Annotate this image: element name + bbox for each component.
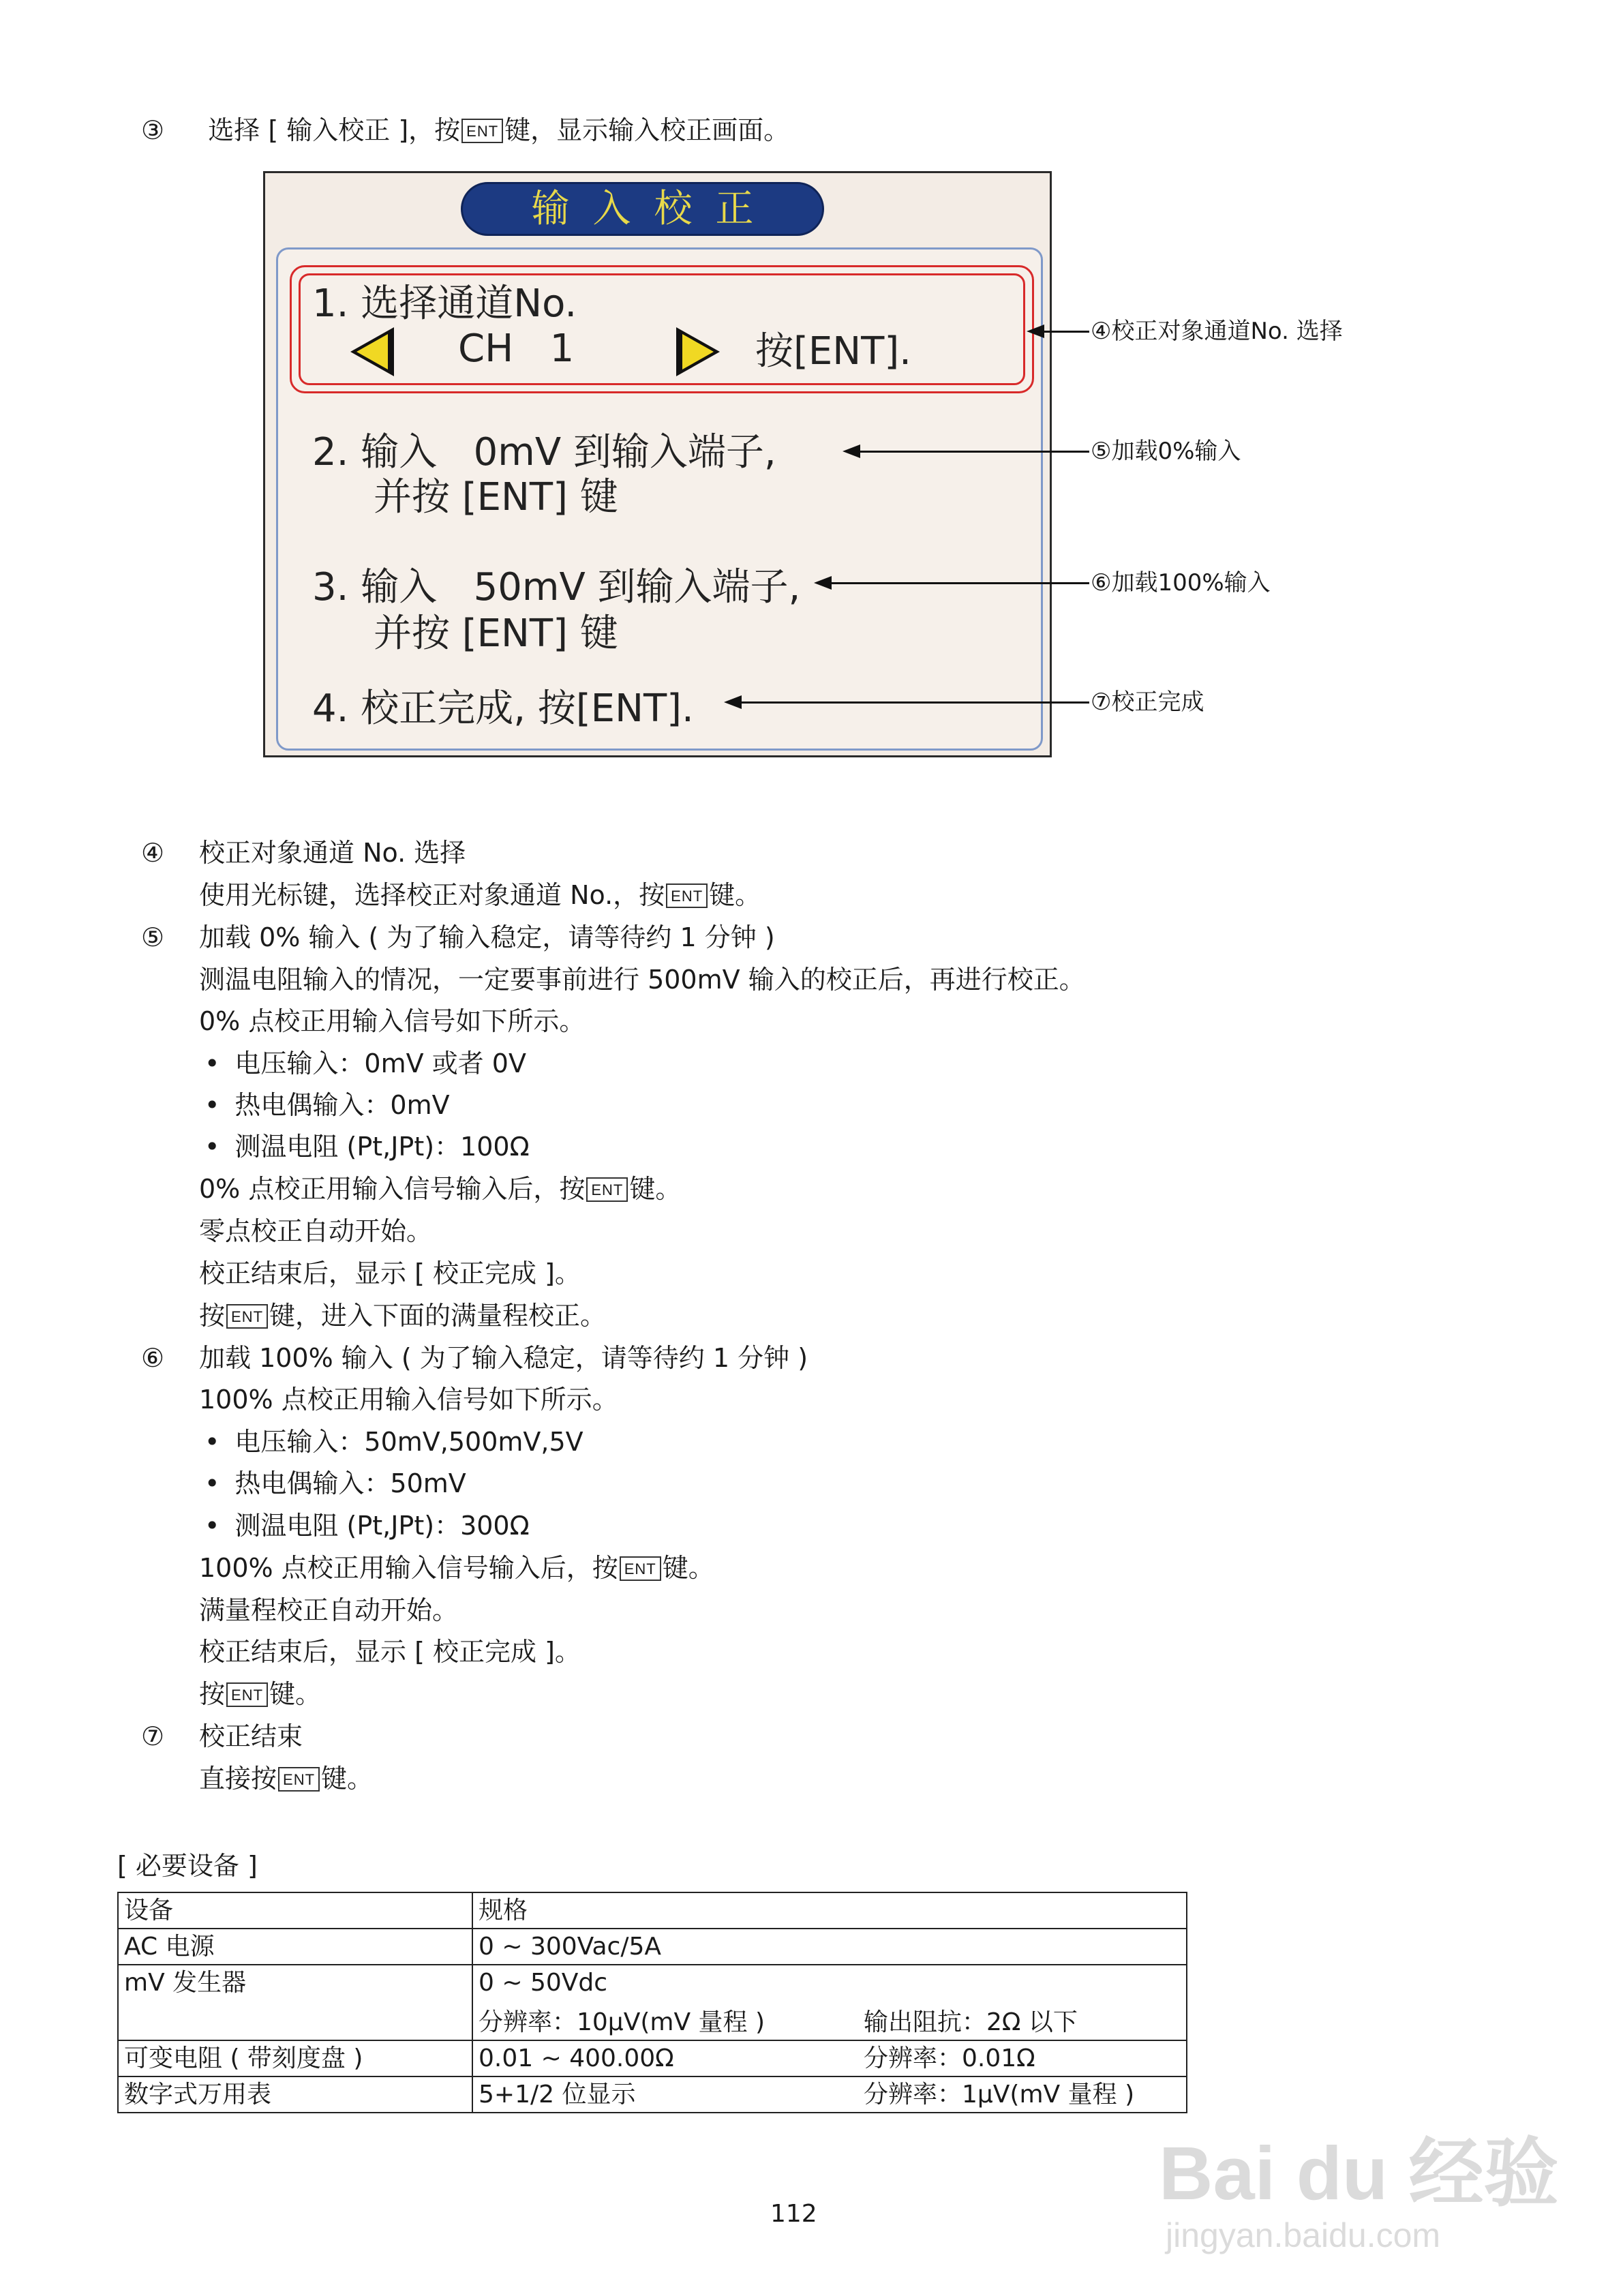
section-6-line-6: 满量程校正自动开始。 bbox=[199, 1595, 459, 1625]
section-5-line-1: 测温电阻输入的情况，一定要事前进行 500mV 输入的校正后，再进行校正。 bbox=[199, 965, 1085, 995]
lcd-title-bar: 输入校正 bbox=[461, 182, 824, 236]
text-before: 按 bbox=[199, 1301, 226, 1331]
equipment-heading: [ 必要设备 ] bbox=[117, 1851, 258, 1881]
section-4-heading bbox=[141, 840, 164, 866]
callout-5-line bbox=[858, 451, 1089, 453]
ent-key-icon: ENT bbox=[226, 1304, 268, 1329]
spec-line bbox=[479, 2044, 1181, 2073]
bullet-text: 电压输入：50mV,500mV,5V bbox=[234, 1427, 583, 1457]
device-cell: AC 电源 bbox=[118, 1929, 472, 1965]
section-6-line-7: 校正结束后，显示 [ 校正完成 ]。 bbox=[199, 1637, 581, 1667]
spec-range: 0.01 ~ 400.00Ω bbox=[479, 2044, 674, 2072]
bullet-dot: • bbox=[204, 1048, 220, 1078]
section-7-title: 校正结束 bbox=[199, 1721, 303, 1751]
callout-7-label: ⑦校正完成 bbox=[1091, 689, 1204, 716]
section-5-line-6 bbox=[199, 1176, 681, 1202]
bullet-text: 测温电阻 (Pt,JPt)：100Ω bbox=[234, 1132, 530, 1162]
text-before: 直接按 bbox=[199, 1764, 277, 1794]
bullet-dot: • bbox=[204, 1132, 220, 1162]
section-5-line-7: 零点校正自动开始。 bbox=[199, 1216, 433, 1246]
bullet-dot: • bbox=[204, 1427, 220, 1457]
equipment-table bbox=[117, 1892, 1187, 2113]
lcd-channel-right-arrow[interactable] bbox=[676, 327, 720, 376]
table-row bbox=[118, 1929, 1187, 1965]
text-before: 按 bbox=[199, 1679, 226, 1709]
lcd-step2-line1: 2. 输入 0mV 到输入端子, bbox=[312, 430, 776, 474]
text-before: 100% 点校正用输入信号输入后，按 bbox=[199, 1553, 618, 1583]
intro-line bbox=[141, 117, 789, 143]
intro-number: ③ bbox=[141, 115, 165, 145]
spec-line bbox=[479, 2008, 1181, 2037]
lcd-step3-line2: 并按 [ENT] 键 bbox=[374, 611, 618, 656]
section-6-title: 加载 100% 输入 ( 为了输入稳定，请等待约 1 分钟 ) bbox=[199, 1343, 808, 1373]
spec-line: 0 ~ 50Vdc bbox=[479, 1969, 608, 1997]
section-5-bullet-3 bbox=[204, 1134, 530, 1160]
callout-6-label: ⑥加载100%输入 bbox=[1091, 569, 1271, 596]
table-row bbox=[118, 2076, 1187, 2113]
text-after: 键，进入下面的满量程校正。 bbox=[269, 1301, 607, 1331]
text-after: 键。 bbox=[629, 1174, 682, 1204]
section-6-line-1: 100% 点校正用输入信号如下所示。 bbox=[199, 1385, 618, 1415]
ent-key-icon: ENT bbox=[278, 1767, 320, 1792]
section-4-number: ④ bbox=[141, 838, 165, 868]
callout-6-line bbox=[829, 582, 1089, 584]
ent-key-icon: ENT bbox=[620, 1556, 661, 1581]
section-6-bullet-3 bbox=[204, 1513, 530, 1539]
lcd-step2-line2: 并按 [ENT] 键 bbox=[374, 475, 618, 519]
text-after: 键。 bbox=[709, 880, 761, 910]
ent-key-icon: ENT bbox=[461, 119, 503, 143]
section-4-line-1 bbox=[199, 882, 761, 908]
section-5-bullet-1 bbox=[204, 1048, 526, 1078]
text-before: 使用光标键，选择校正对象通道 No.，按 bbox=[199, 880, 665, 910]
spec-cell bbox=[472, 1965, 1187, 2040]
text-before: 0% 点校正用输入信号输入后，按 bbox=[199, 1174, 586, 1204]
spec-cell bbox=[472, 2076, 1187, 2113]
section-5-title: 加载 0% 输入 ( 为了输入稳定，请等待约 1 分钟 ) bbox=[199, 922, 775, 952]
text-after: 键。 bbox=[321, 1764, 374, 1794]
section-7-number: ⑦ bbox=[141, 1721, 165, 1751]
section-6-line-5 bbox=[199, 1555, 714, 1581]
spec-line bbox=[479, 2080, 1181, 2109]
bullet-dot: • bbox=[204, 1090, 220, 1120]
section-5-line-2: 0% 点校正用输入信号如下所示。 bbox=[199, 1006, 586, 1036]
section-6-bullet-1 bbox=[204, 1429, 583, 1455]
callout-5-label: ⑤加载0%输入 bbox=[1091, 438, 1241, 465]
right-triangle-icon bbox=[676, 327, 720, 376]
lcd-channel-left-arrow[interactable] bbox=[350, 327, 394, 376]
callout-4-label: ④校正对象通道No. 选择 bbox=[1091, 318, 1343, 345]
spec-cell: 0 ~ 300Vac/5A bbox=[472, 1929, 1187, 1965]
text-after: 键。 bbox=[662, 1553, 714, 1583]
ent-key-icon: ENT bbox=[666, 883, 708, 908]
callout-4-line bbox=[1042, 331, 1089, 333]
callout-7-line bbox=[739, 701, 1089, 704]
intro-text-before: 选择 [ 输入校正 ]，按 bbox=[208, 115, 461, 145]
device-cell: mV 发生器 bbox=[118, 1965, 472, 2040]
device-cell: 数字式万用表 bbox=[118, 2076, 472, 2113]
left-triangle-icon bbox=[350, 327, 394, 376]
lcd-press-ent: 按[ENT]. bbox=[755, 329, 911, 374]
spec-resolution: 分辨率：10μV(mV 量程 ) bbox=[479, 2008, 765, 2036]
section-6-number: ⑥ bbox=[141, 1343, 165, 1373]
section-4-title: 校正对象通道 No. 选择 bbox=[199, 838, 466, 868]
text-after: 键。 bbox=[269, 1679, 322, 1709]
bullet-text: 测温电阻 (Pt,JPt)：300Ω bbox=[234, 1511, 530, 1541]
device-cell: 可变电阻 ( 带刻度盘 ) bbox=[118, 2040, 472, 2076]
baidu-watermark bbox=[1159, 2113, 1568, 2263]
intro-text-after: 键，显示输入校正画面。 bbox=[504, 115, 790, 145]
spec-cell bbox=[472, 2040, 1187, 2076]
page-number: 112 bbox=[770, 2200, 817, 2228]
table-row bbox=[118, 2040, 1187, 2076]
lcd-step3-line1: 3. 输入 50mV 到输入端子, bbox=[312, 565, 801, 609]
spec-output-impedance: 输出阻抗：2Ω 以下 bbox=[864, 2008, 1078, 2036]
section-5-number: ⑤ bbox=[141, 922, 165, 952]
table-row bbox=[118, 1965, 1187, 2040]
spec-resolution: 分辨率：0.01Ω bbox=[864, 2044, 1035, 2072]
ent-key-icon: ENT bbox=[226, 1682, 268, 1707]
section-5-line-8: 校正结束后，显示 [ 校正完成 ]。 bbox=[199, 1258, 581, 1288]
section-7-line-1 bbox=[199, 1766, 373, 1792]
watermark-brand: Bai du 经验 bbox=[1159, 2132, 1559, 2216]
section-6-bullet-2 bbox=[204, 1470, 466, 1496]
bullet-text: 电压输入：0mV 或者 0V bbox=[234, 1048, 526, 1078]
section-5-line-9 bbox=[199, 1303, 606, 1329]
lcd-step1-label: 1. 选择通道No. bbox=[312, 282, 577, 326]
spec-display: 5+1/2 位显示 bbox=[479, 2080, 636, 2109]
bullet-text: 热电偶输入：50mV bbox=[234, 1468, 466, 1498]
lcd-channel-value: CH 1 bbox=[458, 327, 575, 371]
table-header-cell: 规格 bbox=[472, 1892, 1187, 1929]
ent-key-icon: ENT bbox=[586, 1177, 628, 1202]
lcd-step4: 4. 校正完成, 按[ENT]. bbox=[312, 686, 694, 731]
bullet-dot: • bbox=[204, 1511, 220, 1541]
watermark-url: jingyan.baidu.com bbox=[1166, 2216, 1441, 2254]
table-header-cell: 设备 bbox=[118, 1892, 472, 1929]
section-6-line-8 bbox=[199, 1681, 321, 1707]
bullet-dot: • bbox=[204, 1468, 220, 1498]
table-header-row bbox=[118, 1892, 1187, 1929]
section-5-bullet-2 bbox=[204, 1092, 450, 1118]
spec-resolution: 分辨率：1μV(mV 量程 ) bbox=[864, 2080, 1135, 2109]
bullet-text: 热电偶输入：0mV bbox=[234, 1090, 450, 1120]
